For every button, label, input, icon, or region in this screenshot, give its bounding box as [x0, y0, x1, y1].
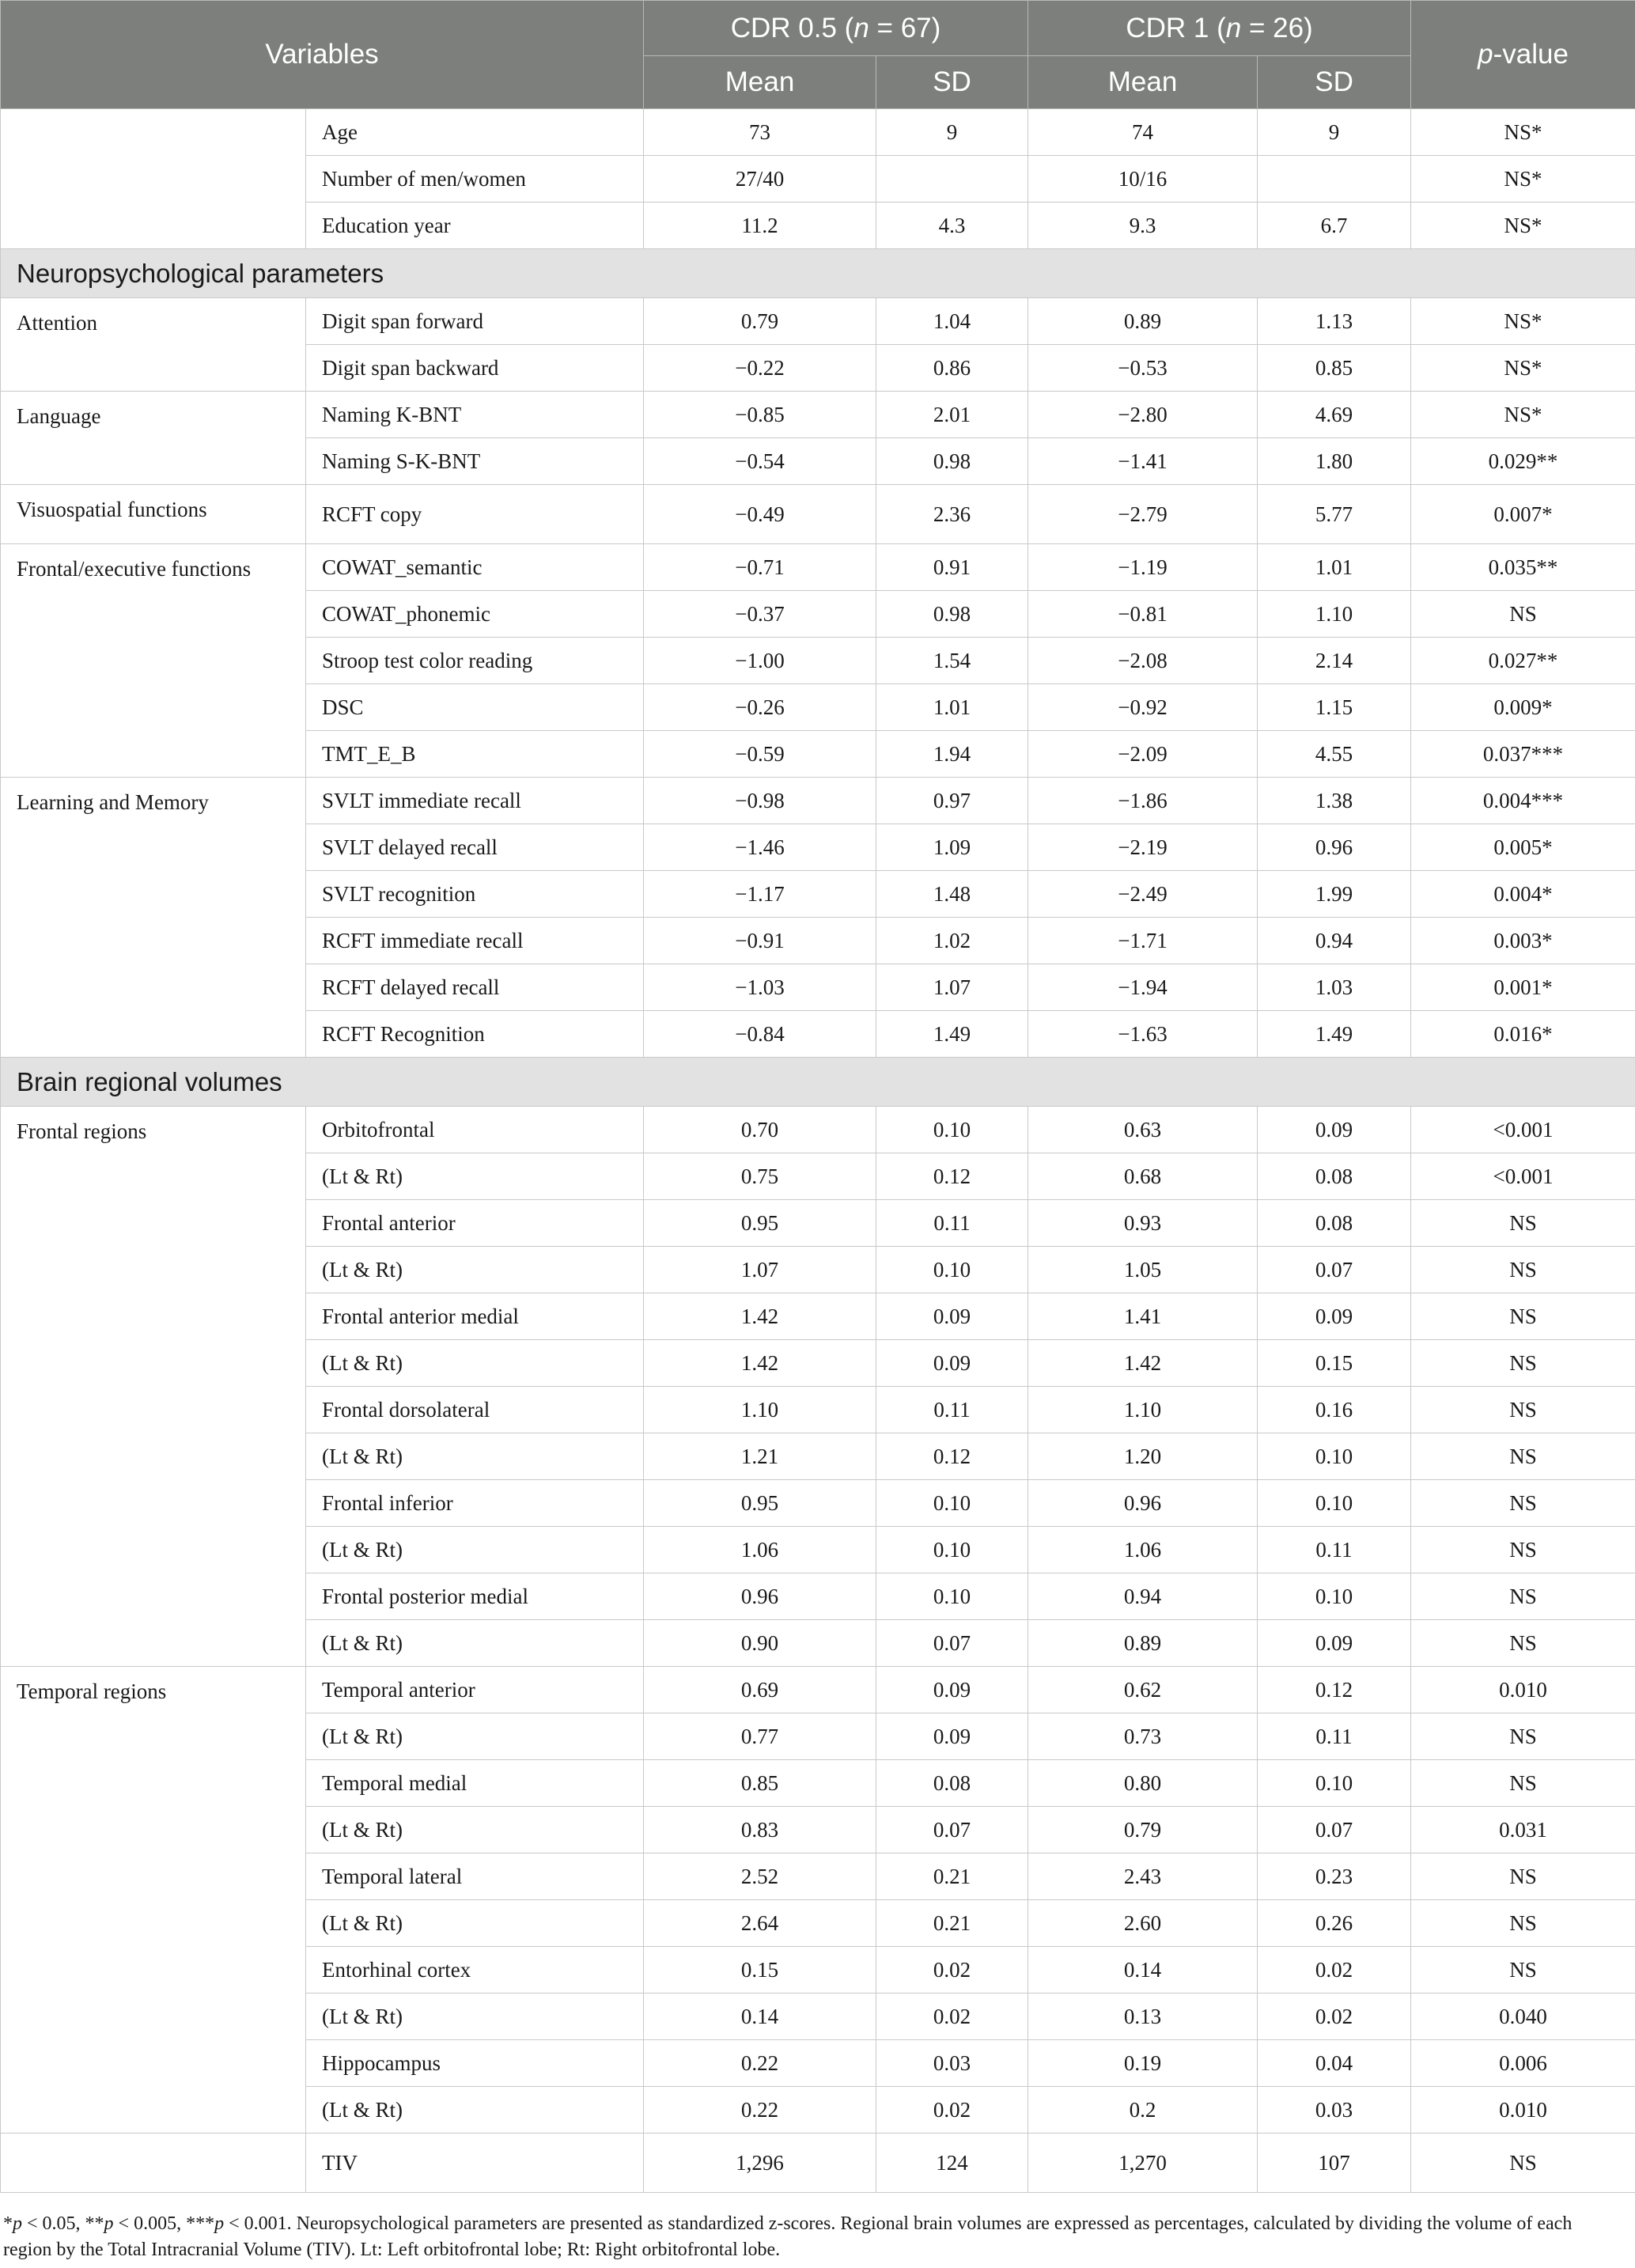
sd-cdr05-cell: 0.12 [876, 1153, 1028, 1200]
sd-cdr1-cell: 2.14 [1258, 638, 1411, 684]
sd-cdr05-cell: 9 [876, 109, 1028, 156]
p-value-cell: <0.001 [1411, 1153, 1635, 1200]
variable-name: Digit span forward [306, 298, 644, 345]
header-sd-cdr05: SD [876, 56, 1028, 109]
variable-name: (Lt & Rt) [306, 1713, 644, 1760]
sd-cdr05-cell: 0.07 [876, 1620, 1028, 1667]
mean-cdr05-cell: 0.70 [644, 1107, 876, 1153]
variable-name: COWAT_phonemic [306, 591, 644, 638]
mean-cdr05-cell: 0.90 [644, 1620, 876, 1667]
p-value-cell: 0.029** [1411, 438, 1635, 485]
variable-name: Temporal medial [306, 1760, 644, 1807]
category-cell: Learning and Memory [1, 778, 306, 1058]
variable-name: TMT_E_B [306, 731, 644, 778]
mean-cdr1-cell: −1.63 [1028, 1011, 1258, 1058]
sd-cdr05-cell: 0.10 [876, 1480, 1028, 1527]
p-value-cell: NS* [1411, 156, 1635, 203]
sd-cdr05-cell: 124 [876, 2134, 1028, 2193]
variable-name: Frontal anterior [306, 1200, 644, 1247]
sd-cdr05-cell: 0.08 [876, 1760, 1028, 1807]
sd-cdr05-cell: 0.10 [876, 1247, 1028, 1293]
table-row [1, 1107, 1635, 1153]
mean-cdr05-cell: −0.98 [644, 778, 876, 824]
sd-cdr05-cell: 1.49 [876, 1011, 1028, 1058]
sd-cdr05-cell: 2.36 [876, 485, 1028, 544]
sd-cdr1-cell: 0.10 [1258, 1480, 1411, 1527]
p-value-cell: 0.003* [1411, 918, 1635, 964]
sd-cdr1-cell: 0.04 [1258, 2040, 1411, 2087]
table-footnote: *p < 0.05, **p < 0.005, ***p < 0.001. Neuropsychological parameters are presented as standardized z-scores. Regional brain volumes are expressed as percentages, calculated by dividing the volume of each region by the Total Intracranial Volume (TIV). Lt: Left orbitofrontal lobe; Rt: Right orbitofrontal lobe. [3, 2213, 1573, 2260]
variable-name: Temporal anterior [306, 1667, 644, 1713]
sd-cdr05-cell: 1.54 [876, 638, 1028, 684]
sd-cdr1-cell: 0.11 [1258, 1527, 1411, 1573]
p-value-cell: NS [1411, 591, 1635, 638]
mean-cdr1-cell: 0.89 [1028, 1620, 1258, 1667]
mean-cdr1-cell: −1.86 [1028, 778, 1258, 824]
mean-cdr1-cell: 2.43 [1028, 1853, 1258, 1900]
header-cdr05: CDR 0.5 (n = 67) [644, 1, 1028, 56]
p-value-cell: NS [1411, 1387, 1635, 1433]
mean-cdr05-cell: 0.96 [644, 1573, 876, 1620]
variable-name: Frontal inferior [306, 1480, 644, 1527]
mean-cdr05-cell: 11.2 [644, 203, 876, 249]
variable-name: Number of men/women [306, 156, 644, 203]
p-value-cell: 0.006 [1411, 2040, 1635, 2087]
mean-cdr1-cell: 0.13 [1028, 1993, 1258, 2040]
sd-cdr1-cell [1258, 156, 1411, 203]
mean-cdr1-cell: 0.96 [1028, 1480, 1258, 1527]
p-value-cell: NS [1411, 1527, 1635, 1573]
variable-name: DSC [306, 684, 644, 731]
mean-cdr05-cell: 0.95 [644, 1480, 876, 1527]
variable-name: Frontal dorsolateral [306, 1387, 644, 1433]
mean-cdr1-cell: 0.63 [1028, 1107, 1258, 1153]
mean-cdr05-cell: 0.14 [644, 1993, 876, 2040]
mean-cdr05-cell: 0.83 [644, 1807, 876, 1853]
header-variables: Variables [1, 1, 644, 109]
table-row [1, 2134, 1635, 2193]
sd-cdr1-cell: 0.16 [1258, 1387, 1411, 1433]
variable-name: Frontal anterior medial [306, 1293, 644, 1340]
mean-cdr1-cell: 0.14 [1028, 1947, 1258, 1993]
sd-cdr05-cell: 0.21 [876, 1900, 1028, 1947]
variable-name: (Lt & Rt) [306, 2087, 644, 2134]
sd-cdr1-cell: 5.77 [1258, 485, 1411, 544]
p-value-cell: NS [1411, 1853, 1635, 1900]
mean-cdr1-cell: 74 [1028, 109, 1258, 156]
mean-cdr05-cell: −0.59 [644, 731, 876, 778]
mean-cdr05-cell: 1.42 [644, 1340, 876, 1387]
mean-cdr1-cell: −1.41 [1028, 438, 1258, 485]
sd-cdr05-cell: 1.94 [876, 731, 1028, 778]
sd-cdr1-cell: 0.10 [1258, 1433, 1411, 1480]
sd-cdr1-cell: 6.7 [1258, 203, 1411, 249]
mean-cdr1-cell: −1.71 [1028, 918, 1258, 964]
mean-cdr05-cell: −0.91 [644, 918, 876, 964]
section-title: Brain regional volumes [1, 1058, 1635, 1107]
mean-cdr05-cell: 0.22 [644, 2087, 876, 2134]
p-value-cell: 0.031 [1411, 1807, 1635, 1853]
mean-cdr05-cell: 0.15 [644, 1947, 876, 1993]
sd-cdr1-cell: 0.85 [1258, 345, 1411, 392]
variable-name: (Lt & Rt) [306, 1153, 644, 1200]
table-header [1, 1, 1635, 109]
p-value-cell: 0.016* [1411, 1011, 1635, 1058]
sd-cdr05-cell: 0.09 [876, 1667, 1028, 1713]
mean-cdr1-cell: −2.19 [1028, 824, 1258, 871]
table-row [1, 544, 1635, 591]
p-value-cell: NS* [1411, 392, 1635, 438]
sd-cdr05-cell: 0.09 [876, 1340, 1028, 1387]
variable-name: (Lt & Rt) [306, 1247, 644, 1293]
p-value-cell: NS [1411, 1480, 1635, 1527]
mean-cdr1-cell: 10/16 [1028, 156, 1258, 203]
sd-cdr1-cell: 1.13 [1258, 298, 1411, 345]
p-value-cell: NS* [1411, 109, 1635, 156]
sd-cdr05-cell: 0.07 [876, 1807, 1028, 1853]
sd-cdr05-cell: 2.01 [876, 392, 1028, 438]
sd-cdr1-cell: 1.38 [1258, 778, 1411, 824]
sd-cdr05-cell: 0.02 [876, 2087, 1028, 2134]
sd-cdr1-cell: 0.11 [1258, 1713, 1411, 1760]
variable-name: Education year [306, 203, 644, 249]
category-cell: Visuospatial functions [1, 485, 306, 544]
sd-cdr05-cell: 0.10 [876, 1527, 1028, 1573]
variable-name: RCFT copy [306, 485, 644, 544]
section-title: Neuropsychological parameters [1, 249, 1635, 298]
mean-cdr1-cell: −2.08 [1028, 638, 1258, 684]
variable-name: (Lt & Rt) [306, 1433, 644, 1480]
sd-cdr05-cell: 0.09 [876, 1713, 1028, 1760]
sd-cdr1-cell: 0.23 [1258, 1853, 1411, 1900]
p-value-cell: NS [1411, 1340, 1635, 1387]
table-row [1, 778, 1635, 824]
table-row [1, 392, 1635, 438]
sd-cdr05-cell: 0.98 [876, 438, 1028, 485]
variable-name: (Lt & Rt) [306, 1340, 644, 1387]
p-value-cell: NS [1411, 1713, 1635, 1760]
mean-cdr05-cell: 2.52 [644, 1853, 876, 1900]
mean-cdr1-cell: 0.93 [1028, 1200, 1258, 1247]
sd-cdr05-cell: 0.10 [876, 1573, 1028, 1620]
mean-cdr05-cell: 1.07 [644, 1247, 876, 1293]
mean-cdr05-cell: −1.03 [644, 964, 876, 1011]
sd-cdr1-cell: 1.01 [1258, 544, 1411, 591]
sd-cdr1-cell: 0.12 [1258, 1667, 1411, 1713]
mean-cdr1-cell: −2.49 [1028, 871, 1258, 918]
variable-name: SVLT recognition [306, 871, 644, 918]
p-value-cell: <0.001 [1411, 1107, 1635, 1153]
variable-name: Entorhinal cortex [306, 1947, 644, 1993]
sd-cdr05-cell: 0.03 [876, 2040, 1028, 2087]
mean-cdr05-cell: 0.85 [644, 1760, 876, 1807]
sd-cdr1-cell: 0.08 [1258, 1153, 1411, 1200]
p-value-cell: NS [1411, 1620, 1635, 1667]
variable-name: (Lt & Rt) [306, 1807, 644, 1853]
p-value-cell: NS [1411, 1247, 1635, 1293]
variable-name: Temporal lateral [306, 1853, 644, 1900]
header-pvalue: p-value [1411, 1, 1635, 109]
mean-cdr05-cell: −1.46 [644, 824, 876, 871]
sd-cdr1-cell: 1.99 [1258, 871, 1411, 918]
p-value-cell: 0.035** [1411, 544, 1635, 591]
mean-cdr05-cell: 1.21 [644, 1433, 876, 1480]
variable-name: RCFT Recognition [306, 1011, 644, 1058]
mean-cdr1-cell: −2.80 [1028, 392, 1258, 438]
sd-cdr05-cell: 0.11 [876, 1387, 1028, 1433]
variable-name: TIV [306, 2134, 644, 2193]
p-value-cell: NS* [1411, 298, 1635, 345]
sd-cdr1-cell: 4.55 [1258, 731, 1411, 778]
mean-cdr05-cell: 2.64 [644, 1900, 876, 1947]
sd-cdr1-cell: 1.49 [1258, 1011, 1411, 1058]
sd-cdr1-cell: 0.07 [1258, 1807, 1411, 1853]
p-value-cell: NS [1411, 1200, 1635, 1247]
p-value-cell: 0.005* [1411, 824, 1635, 871]
mean-cdr05-cell: 1,296 [644, 2134, 876, 2193]
variable-name: SVLT immediate recall [306, 778, 644, 824]
sd-cdr05-cell: 0.02 [876, 1947, 1028, 1993]
sd-cdr05-cell: 1.02 [876, 918, 1028, 964]
variable-name: (Lt & Rt) [306, 1900, 644, 1947]
p-value-cell: 0.004*** [1411, 778, 1635, 824]
mean-cdr05-cell: 0.77 [644, 1713, 876, 1760]
mean-cdr1-cell: −0.81 [1028, 591, 1258, 638]
table-body [1, 109, 1635, 2193]
sd-cdr1-cell: 1.15 [1258, 684, 1411, 731]
mean-cdr05-cell: −0.37 [644, 591, 876, 638]
sd-cdr05-cell: 4.3 [876, 203, 1028, 249]
variable-name: RCFT immediate recall [306, 918, 644, 964]
sd-cdr05-cell: 1.48 [876, 871, 1028, 918]
mean-cdr05-cell: −0.85 [644, 392, 876, 438]
sd-cdr05-cell: 0.91 [876, 544, 1028, 591]
p-value-cell: 0.007* [1411, 485, 1635, 544]
sd-cdr05-cell: 0.98 [876, 591, 1028, 638]
mean-cdr05-cell: −0.22 [644, 345, 876, 392]
p-value-cell: NS [1411, 1573, 1635, 1620]
sd-cdr1-cell: 0.07 [1258, 1247, 1411, 1293]
section-header-row [1, 249, 1635, 298]
mean-cdr1-cell: 1.06 [1028, 1527, 1258, 1573]
variable-name: Age [306, 109, 644, 156]
sd-cdr05-cell: 0.21 [876, 1853, 1028, 1900]
mean-cdr1-cell: 0.2 [1028, 2087, 1258, 2134]
sd-cdr05-cell: 1.04 [876, 298, 1028, 345]
header-cdr1: CDR 1 (n = 26) [1028, 1, 1411, 56]
sd-cdr05-cell: 0.11 [876, 1200, 1028, 1247]
mean-cdr1-cell: 1.20 [1028, 1433, 1258, 1480]
sd-cdr05-cell: 0.09 [876, 1293, 1028, 1340]
p-value-cell: 0.010 [1411, 2087, 1635, 2134]
sd-cdr1-cell: 9 [1258, 109, 1411, 156]
sd-cdr1-cell: 0.94 [1258, 918, 1411, 964]
header-mean-cdr1: Mean [1028, 56, 1258, 109]
mean-cdr05-cell: 0.69 [644, 1667, 876, 1713]
category-cell: Attention [1, 298, 306, 392]
sd-cdr1-cell: 4.69 [1258, 392, 1411, 438]
sd-cdr05-cell: 0.02 [876, 1993, 1028, 2040]
mean-cdr1-cell: 0.80 [1028, 1760, 1258, 1807]
mean-cdr1-cell: 0.79 [1028, 1807, 1258, 1853]
p-value-cell: NS [1411, 2134, 1635, 2193]
variable-name: Naming S-K-BNT [306, 438, 644, 485]
variable-name: COWAT_semantic [306, 544, 644, 591]
mean-cdr05-cell: 0.22 [644, 2040, 876, 2087]
sd-cdr1-cell: 0.02 [1258, 1993, 1411, 2040]
p-value-cell: 0.001* [1411, 964, 1635, 1011]
sd-cdr05-cell: 0.10 [876, 1107, 1028, 1153]
category-cell [1, 109, 306, 249]
variable-name: Hippocampus [306, 2040, 644, 2087]
mean-cdr1-cell: −1.19 [1028, 544, 1258, 591]
mean-cdr05-cell: 0.79 [644, 298, 876, 345]
mean-cdr05-cell: 0.95 [644, 1200, 876, 1247]
sd-cdr1-cell: 0.09 [1258, 1620, 1411, 1667]
mean-cdr05-cell: −1.17 [644, 871, 876, 918]
p-value-cell: NS [1411, 1433, 1635, 1480]
mean-cdr1-cell: 0.94 [1028, 1573, 1258, 1620]
variable-name: Frontal posterior medial [306, 1573, 644, 1620]
category-cell [1, 2134, 306, 2193]
mean-cdr05-cell: 0.75 [644, 1153, 876, 1200]
sd-cdr1-cell: 0.03 [1258, 2087, 1411, 2134]
sd-cdr1-cell: 0.10 [1258, 1760, 1411, 1807]
p-value-cell: NS [1411, 1760, 1635, 1807]
p-value-cell: 0.010 [1411, 1667, 1635, 1713]
mean-cdr1-cell: 1.42 [1028, 1340, 1258, 1387]
p-value-cell: 0.004* [1411, 871, 1635, 918]
header-mean-cdr05: Mean [644, 56, 876, 109]
p-value-cell: 0.037*** [1411, 731, 1635, 778]
mean-cdr05-cell: 27/40 [644, 156, 876, 203]
mean-cdr05-cell: 1.10 [644, 1387, 876, 1433]
table-row [1, 485, 1635, 544]
mean-cdr1-cell: 1,270 [1028, 2134, 1258, 2193]
mean-cdr05-cell: −0.84 [644, 1011, 876, 1058]
mean-cdr1-cell: 0.62 [1028, 1667, 1258, 1713]
category-cell: Frontal regions [1, 1107, 306, 1667]
sd-cdr05-cell: 0.97 [876, 778, 1028, 824]
mean-cdr1-cell: 1.10 [1028, 1387, 1258, 1433]
category-cell: Language [1, 392, 306, 485]
mean-cdr1-cell: 1.41 [1028, 1293, 1258, 1340]
mean-cdr1-cell: −2.79 [1028, 485, 1258, 544]
sd-cdr1-cell: 0.08 [1258, 1200, 1411, 1247]
sd-cdr1-cell: 0.09 [1258, 1293, 1411, 1340]
variable-name: (Lt & Rt) [306, 1620, 644, 1667]
sd-cdr1-cell: 0.02 [1258, 1947, 1411, 1993]
p-value-cell: NS* [1411, 203, 1635, 249]
p-value-cell: NS [1411, 1947, 1635, 1993]
mean-cdr1-cell: −1.94 [1028, 964, 1258, 1011]
variable-name: (Lt & Rt) [306, 1527, 644, 1573]
p-value-cell: 0.009* [1411, 684, 1635, 731]
mean-cdr1-cell: 2.60 [1028, 1900, 1258, 1947]
mean-cdr1-cell: 0.19 [1028, 2040, 1258, 2087]
mean-cdr05-cell: 1.42 [644, 1293, 876, 1340]
sd-cdr05-cell [876, 156, 1028, 203]
mean-cdr05-cell: −0.54 [644, 438, 876, 485]
mean-cdr05-cell: 73 [644, 109, 876, 156]
mean-cdr1-cell: 1.05 [1028, 1247, 1258, 1293]
sd-cdr1-cell: 0.96 [1258, 824, 1411, 871]
sd-cdr1-cell: 1.80 [1258, 438, 1411, 485]
mean-cdr05-cell: −0.71 [644, 544, 876, 591]
p-value-cell: NS [1411, 1293, 1635, 1340]
p-value-cell: NS [1411, 1900, 1635, 1947]
variable-name: (Lt & Rt) [306, 1993, 644, 2040]
variable-name: Naming K-BNT [306, 392, 644, 438]
mean-cdr05-cell: −0.26 [644, 684, 876, 731]
section-header-row [1, 1058, 1635, 1107]
table-row [1, 298, 1635, 345]
sd-cdr05-cell: 1.01 [876, 684, 1028, 731]
mean-cdr05-cell: −0.49 [644, 485, 876, 544]
sd-cdr1-cell: 1.03 [1258, 964, 1411, 1011]
variable-name: RCFT delayed recall [306, 964, 644, 1011]
sd-cdr1-cell: 0.10 [1258, 1573, 1411, 1620]
sd-cdr1-cell: 1.10 [1258, 591, 1411, 638]
variable-name: Stroop test color reading [306, 638, 644, 684]
sd-cdr05-cell: 0.86 [876, 345, 1028, 392]
sd-cdr05-cell: 0.12 [876, 1433, 1028, 1480]
mean-cdr1-cell: 0.68 [1028, 1153, 1258, 1200]
mean-cdr1-cell: 0.89 [1028, 298, 1258, 345]
sd-cdr05-cell: 1.09 [876, 824, 1028, 871]
mean-cdr05-cell: −1.00 [644, 638, 876, 684]
sd-cdr1-cell: 0.15 [1258, 1340, 1411, 1387]
p-value-cell: NS* [1411, 345, 1635, 392]
category-cell: Temporal regions [1, 1667, 306, 2134]
sd-cdr1-cell: 107 [1258, 2134, 1411, 2193]
mean-cdr1-cell: −0.53 [1028, 345, 1258, 392]
variable-name: Orbitofrontal [306, 1107, 644, 1153]
mean-cdr1-cell: 9.3 [1028, 203, 1258, 249]
mean-cdr1-cell: 0.73 [1028, 1713, 1258, 1760]
mean-cdr1-cell: −0.92 [1028, 684, 1258, 731]
variable-name: SVLT delayed recall [306, 824, 644, 871]
p-value-cell: 0.040 [1411, 1993, 1635, 2040]
sd-cdr1-cell: 0.09 [1258, 1107, 1411, 1153]
table-row [1, 1667, 1635, 1713]
header-sd-cdr1: SD [1258, 56, 1411, 109]
category-cell: Frontal/executive functions [1, 544, 306, 778]
variable-name: Digit span backward [306, 345, 644, 392]
table-row [1, 109, 1635, 156]
sd-cdr05-cell: 1.07 [876, 964, 1028, 1011]
sd-cdr1-cell: 0.26 [1258, 1900, 1411, 1947]
mean-cdr1-cell: −2.09 [1028, 731, 1258, 778]
p-value-cell: 0.027** [1411, 638, 1635, 684]
mean-cdr05-cell: 1.06 [644, 1527, 876, 1573]
